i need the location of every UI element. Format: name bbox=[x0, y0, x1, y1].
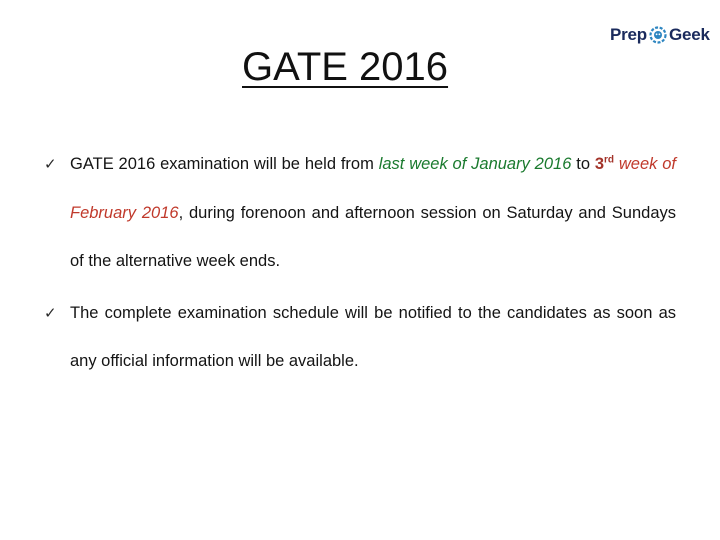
bullet-text: to bbox=[571, 155, 595, 173]
page-title: GATE 2016 bbox=[242, 45, 449, 89]
bullet-text: GATE 2016 examination will be held from bbox=[70, 155, 379, 173]
gear-face-icon bbox=[648, 25, 668, 45]
logo-text-geek: Geek bbox=[669, 25, 710, 44]
highlight-date-end: week of February 2016 bbox=[70, 155, 676, 222]
bullet-list bbox=[44, 140, 676, 386]
ordinal-suffix: rd bbox=[604, 154, 615, 166]
highlight-date-start: last week of January 2016 bbox=[378, 155, 572, 173]
prepgeek-logo bbox=[610, 22, 710, 48]
bullet-item-exam-dates bbox=[44, 140, 676, 286]
bullet-text: The complete examination schedule will be notified to the candidates as soon as any official information will be available. bbox=[70, 303, 676, 370]
logo-text-prep: Prep bbox=[610, 25, 647, 44]
ordinal-number: 3 bbox=[594, 155, 605, 173]
bullet-item-schedule bbox=[44, 289, 676, 386]
bullet-text: , during forenoon and afternoon session on Saturday and Sundays of the alternative week ends. bbox=[70, 203, 676, 270]
checkmark-icon: ✓ bbox=[44, 303, 57, 322]
checkmark-icon: ✓ bbox=[44, 155, 57, 173]
